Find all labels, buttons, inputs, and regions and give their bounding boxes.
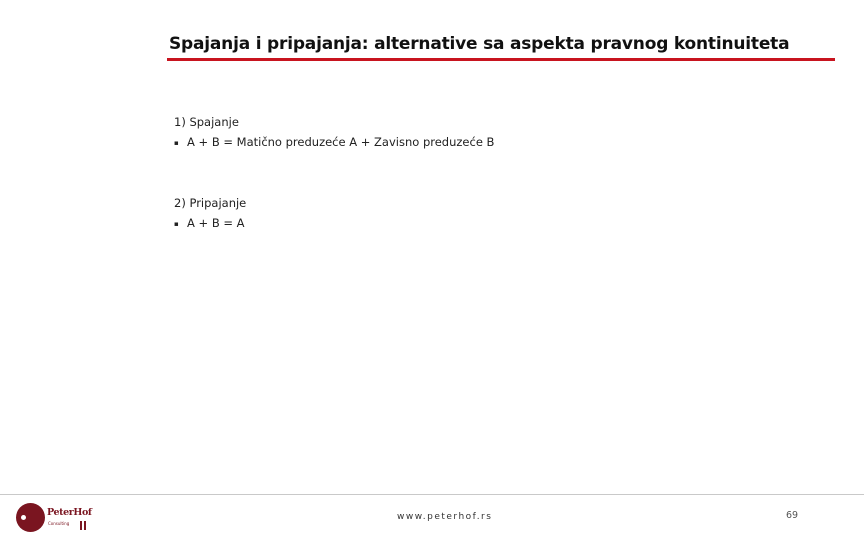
bullet-item [174, 215, 246, 232]
section-spajanje [174, 114, 494, 151]
website-link[interactable]: www.peterhof.rs [397, 512, 493, 522]
slide-title: Spajanja i pripajanja: alternative sa aspekta pravnog kontinuiteta [169, 34, 790, 54]
footer-divider [0, 494, 864, 495]
bullet-item [174, 134, 494, 151]
logo-name: PeterHof [47, 507, 92, 518]
section-heading: 2) Pripajanje [174, 196, 247, 210]
logo-bar-icon [84, 521, 86, 530]
title-underline [167, 58, 835, 61]
page-number: 69 [786, 510, 799, 521]
bullet-icon: ▪ [174, 139, 179, 147]
section-pripajanje [174, 195, 246, 232]
bullet-text: A + B = A [187, 216, 245, 230]
logo-tagline: Consulting [48, 521, 70, 526]
peterhof-logo [16, 502, 106, 532]
section-heading: 1) Spajanje [174, 115, 239, 129]
bullet-icon: ▪ [174, 220, 179, 228]
bullet-text: A + B = Matično preduzeće A + Zavisno preduzeće B [187, 135, 495, 149]
logo-bar-icon [80, 521, 82, 530]
logo-circle-icon [16, 503, 45, 532]
